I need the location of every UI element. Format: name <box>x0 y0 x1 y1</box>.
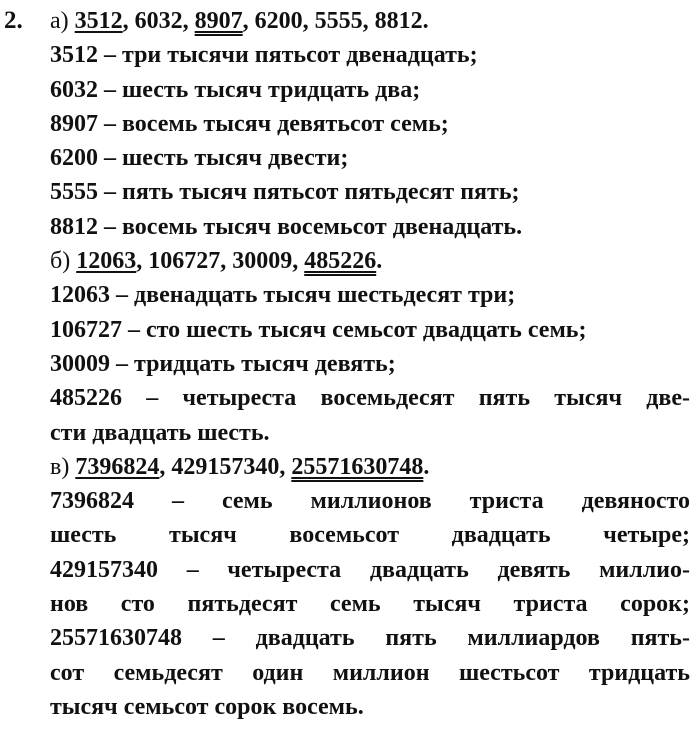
section-label: а) <box>50 8 75 34</box>
number-none: 5555 <box>314 8 363 34</box>
solution-text <box>0 4 690 724</box>
number-in-words-line: 30009 – тридцать тысяч девять; <box>50 350 396 377</box>
number-in-words-line: тысяч семьсот сорок восемь. <box>50 693 364 720</box>
number-in-words-line: шесть тысяч восемьсот двадцать четыре; <box>50 522 690 549</box>
number-in-words-line: 485226 – четыреста восемьдесят пять тысяч две- <box>50 385 690 412</box>
number-in-words-line: 7396824 – семь миллионов триста девяносто <box>50 488 690 515</box>
number-none: 106727 <box>148 248 221 275</box>
number-in-words-line: 25571630748 – двадцать пять миллиардов пять- <box>50 625 690 652</box>
number-single: 3512 <box>74 8 123 34</box>
number-double: 25571630748 <box>291 453 424 480</box>
task-number: 2. <box>4 7 23 34</box>
number-in-words-line: 3512 – три тысячи пятьсот двенадцать; <box>50 42 478 69</box>
number-in-words-line: 8812 – восемь тысяч восемьсот двенадцать. <box>50 213 523 240</box>
number-in-words-line: 5555 – пять тысяч пятьсот пятьдесят пять; <box>50 179 520 206</box>
number-in-words-line: нов сто пятьдесят семь тысяч триста сорок; <box>50 591 690 618</box>
section-label: б) <box>50 248 77 275</box>
number-in-words-line: 8907 – восемь тысяч девятьсот семь; <box>50 110 449 137</box>
number-single: 7396824 <box>75 453 160 480</box>
number-none: 30009 <box>232 248 293 275</box>
number-in-words-line: 12063 – двенадцать тысяч шестьдесят три; <box>50 282 516 309</box>
section-header: в) 7396824, 429157340, 25571630748. <box>50 453 430 480</box>
number-single: 12063 <box>76 248 137 275</box>
number-none: 6200 <box>254 8 303 34</box>
section-header: 2. а) 3512, 6032, 8907, 6200, 5555, 8812. <box>0 4 690 38</box>
number-none: 429157340 <box>171 453 280 480</box>
number-in-words-line: 429157340 – четыреста двадцать девять миллио- <box>50 556 690 583</box>
number-in-words-line: 6032 – шесть тысяч тридцать два; <box>50 76 421 103</box>
number-in-words-line: сти двадцать шесть. <box>50 419 270 446</box>
number-in-words-line: 6200 – шесть тысяч двести; <box>50 145 349 172</box>
number-none: 6032 <box>134 8 183 34</box>
number-double: 485226 <box>304 248 377 275</box>
number-in-words-line: 106727 – сто шесть тысяч семьсот двадцать семь; <box>50 316 587 343</box>
number-in-words-line: сот семьдесят один миллион шестьсот тридцать <box>50 659 690 686</box>
number-double: 8907 <box>194 8 243 34</box>
section-label: в) <box>50 453 76 480</box>
section-header: б) 12063, 106727, 30009, 485226. <box>50 248 383 275</box>
number-none: 8812 <box>374 8 423 34</box>
